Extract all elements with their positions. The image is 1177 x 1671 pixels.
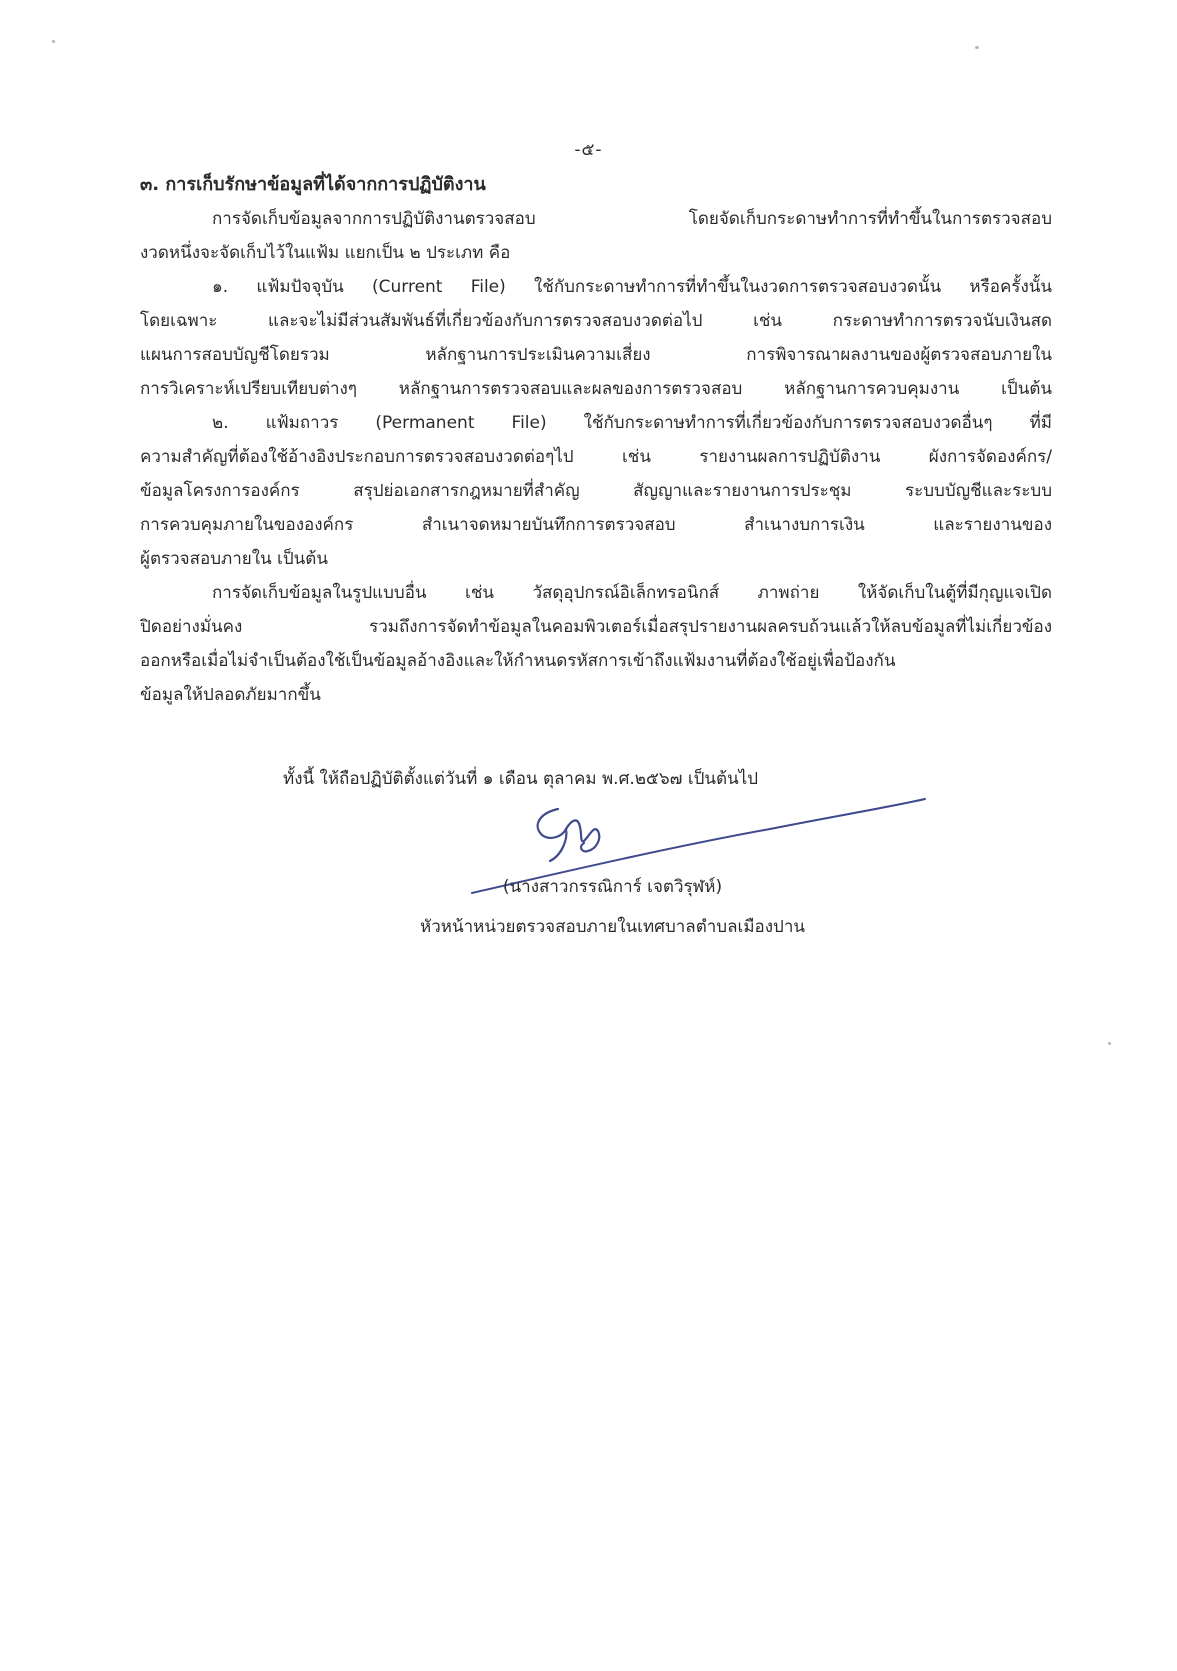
permanent-file-paragraph [140, 406, 1052, 576]
document-body [140, 168, 1052, 712]
paragraph-line: ๒. แฟ้มถาวร (Permanent File) ใช้กับกระดาษทำการที่เกี่ยวข้องกับการตรวจสอบงวดอื่นๆ ที่มี [212, 413, 1052, 433]
signer-position [0, 910, 1177, 944]
section-heading: ๓. การเก็บรักษาข้อมูลที่ได้จากการปฏิบัติงาน [140, 174, 486, 195]
current-file-paragraph [140, 270, 1052, 406]
paragraph-line: ความสำคัญที่ต้องใช้อ้างอิงประกอบการตรวจสอบงวดต่อๆไป เช่น รายงานผลการปฏิบัติงาน ผังการจัดองค์กร/ [140, 447, 1052, 467]
paragraph-line: งวดหนึ่งจะจัดเก็บไว้ในแฟ้ม แยกเป็น ๒ ประเภท คือ [140, 243, 511, 263]
paragraph-line: โดยเฉพาะ และจะไม่มีส่วนสัมพันธ์ที่เกี่ยวข้องกับการตรวจสอบงวดต่อไป เช่น กระดาษทำการตรวจนับเงินสด [140, 311, 1052, 331]
paragraph-line: ข้อมูลให้ปลอดภัยมากขึ้น [140, 685, 321, 705]
other-storage-paragraph [140, 576, 1052, 712]
scan-speck [52, 40, 55, 43]
paragraph-line: การจัดเก็บข้อมูลในรูปแบบอื่น เช่น วัสดุอุปกรณ์อิเล็กทรอนิกส์ ภาพถ่าย ให้จัดเก็บในตู้ที่มีกุญแจเปิด [212, 583, 1052, 603]
scan-speck [975, 46, 979, 49]
paragraph-line: แผนการสอบบัญชีโดยรวม หลักฐานการประเมินความเสี่ยง การพิจารณาผลงานของผู้ตรวจสอบภายใน [140, 345, 1052, 365]
scan-speck [1108, 1042, 1111, 1045]
paragraph-line: การจัดเก็บข้อมูลจากการปฏิบัติงานตรวจสอบ โดยจัดเก็บกระดาษทำการที่ทำขึ้นในการตรวจสอบ [212, 209, 1052, 229]
paragraph-line: ผู้ตรวจสอบภายใน เป็นต้น [140, 549, 328, 569]
paragraph-line: การวิเคราะห์เปรียบเทียบต่างๆ หลักฐานการตรวจสอบและผลของการตรวจสอบ หลักฐานการควบคุมงาน เป็นต้น [140, 379, 1052, 399]
paragraph-line: ออกหรือเมื่อไม่จำเป็นต้องใช้เป็นข้อมูลอ้างอิงและให้กำหนดรหัสการเข้าถึงแฟ้มงานที่ต้องใช้อยู่เพื่อป้องกัน [140, 651, 896, 671]
signature-stroke [566, 820, 599, 851]
paragraph-line: การควบคุมภายในขององค์กร สำเนาจดหมายบันทึกการตรวจสอบ สำเนางบการเงิน และรายงานของ [140, 515, 1052, 535]
intro-paragraph [140, 202, 1052, 270]
page-number: -๕- [574, 140, 603, 160]
signer-name [0, 870, 1177, 904]
effective-date-statement: ทั้งนี้ ให้ถือปฏิบัติตั้งแต่วันที่ ๑ เดือน ตุลาคม พ.ศ.๒๕๖๗ เป็นต้นไป [283, 769, 759, 789]
paragraph-line: ๑. แฟ้มปัจจุบัน (Current File) ใช้กับกระดาษทำการที่ทำขึ้นในงวดการตรวจสอบงวดนั้น หรือครั้งนั้น [212, 277, 1052, 297]
paragraph-line: ข้อมูลโครงการองค์กร สรุปย่อเอกสารกฎหมายที่สำคัญ สัญญาและรายงานการประชุม ระบบบัญชีและระบบ [140, 481, 1052, 501]
signature-stroke [538, 809, 567, 861]
signer-name-text: (นางสาวกรรณิการ์ เจตวิรุฬห์) [502, 877, 723, 897]
signer-position-text: หัวหน้าหน่วยตรวจสอบภายในเทศบาลตำบลเมืองปาน [420, 917, 805, 937]
paragraph-line: ปิดอย่างมั่นคง รวมถึงการจัดทำข้อมูลในคอมพิวเตอร์เมื่อสรุปรายงานผลครบถ้วนแล้วให้ลบข้อมูลที่ไม่เกี่ยวข้อง [140, 617, 1052, 637]
